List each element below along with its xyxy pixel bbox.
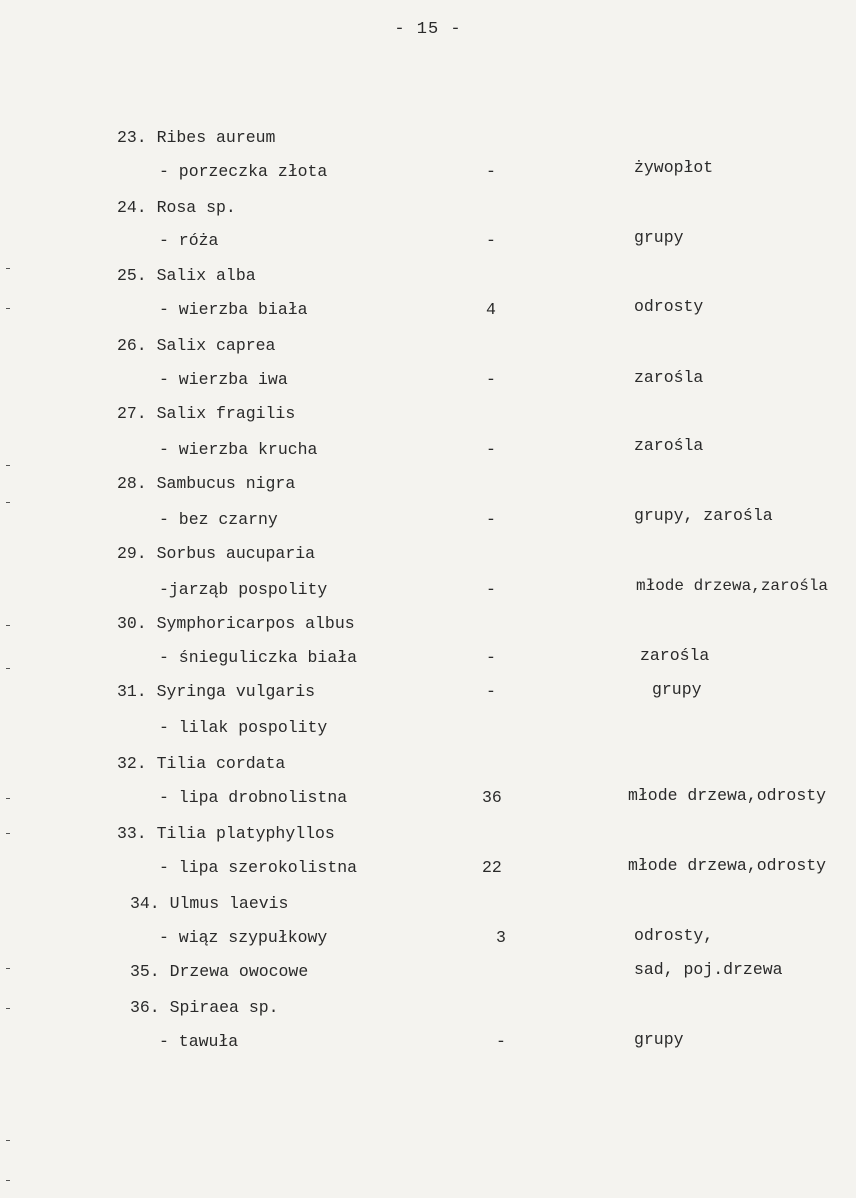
entry-33-note: młode drzewa,odrosty <box>628 856 827 875</box>
scan-mark <box>6 1180 10 1181</box>
entry-32-note: młode drzewa,odrosty <box>628 786 827 805</box>
entry-28-note: grupy, zarośla <box>634 506 773 525</box>
entry-23-count: - <box>486 162 496 181</box>
entry-32-polish: - lipa drobnolistna <box>159 788 348 807</box>
scan-mark <box>6 502 10 503</box>
entry-34-polish: - wiąz szypułkowy <box>159 928 328 947</box>
scan-mark <box>6 268 10 269</box>
entry-33-latin: 33. Tilia platyphyllos <box>117 824 335 843</box>
entry-36-latin: 36. Spiraea sp. <box>130 998 279 1017</box>
entry-29-polish: -jarząb pospolity <box>159 580 328 599</box>
entry-24-latin: 24. Rosa sp. <box>117 198 236 217</box>
entry-35-note: sad, poj.drzewa <box>634 960 783 979</box>
entry-24-polish: - róża <box>159 231 219 250</box>
entry-31-note: grupy <box>652 680 702 699</box>
entry-25-polish: - wierzba biała <box>159 300 308 319</box>
entry-30-count: - <box>486 648 496 667</box>
entry-28-polish: - bez czarny <box>159 510 278 529</box>
entry-34-note: odrosty, <box>634 926 714 945</box>
entry-25-count: 4 <box>486 300 496 319</box>
scan-mark <box>6 833 10 834</box>
entry-30-polish: - śnieguliczka biała <box>159 648 358 667</box>
entry-34-count: 3 <box>496 928 506 947</box>
scan-mark <box>6 1008 10 1009</box>
entry-25-latin: 25. Salix alba <box>117 266 256 285</box>
entry-34-latin: 34. Ulmus laevis <box>130 894 289 913</box>
entry-29-latin: 29. Sorbus aucuparia <box>117 544 316 563</box>
entry-31-count: - <box>486 682 496 701</box>
entry-24-count: - <box>486 231 496 250</box>
entry-27-note: zarośla <box>634 436 704 455</box>
entry-30-latin: 30. Symphoricarpos albus <box>117 614 355 633</box>
entry-30-note: zarośla <box>640 646 710 665</box>
entry-36-count: - <box>496 1032 506 1051</box>
entry-26-polish: - wierzba iwa <box>159 370 288 389</box>
entry-33-count: 22 <box>482 858 502 877</box>
entry-23-polish: - porzeczka złota <box>159 162 328 181</box>
entry-25-note: odrosty <box>634 297 704 316</box>
entry-23-note: żywopłot <box>634 158 714 177</box>
entry-31-latin: 31. Syringa vulgaris <box>117 682 316 701</box>
entry-35-latin: 35. Drzewa owocowe <box>130 962 309 981</box>
entry-32-latin: 32. Tilia cordata <box>117 754 286 773</box>
entry-36-polish: - tawuła <box>159 1032 239 1051</box>
scan-mark <box>6 798 10 799</box>
entry-24-note: grupy <box>634 228 684 247</box>
entry-29-count: - <box>486 580 496 599</box>
entry-33-polish: - lipa szerokolistna <box>159 858 358 877</box>
entry-27-count: - <box>486 440 496 459</box>
entry-32-count: 36 <box>482 788 502 807</box>
scan-mark <box>6 668 10 669</box>
entry-26-count: - <box>486 370 496 389</box>
entry-26-latin: 26. Salix caprea <box>117 336 276 355</box>
entry-28-count: - <box>486 510 496 529</box>
entry-28-latin: 28. Sambucus nigra <box>117 474 296 493</box>
scan-mark <box>6 1140 10 1141</box>
entry-31-polish: - lilak pospolity <box>159 718 328 737</box>
scan-mark <box>6 968 10 969</box>
entry-29-note: młode drzewa,zarośla <box>636 577 829 595</box>
entry-36-note: grupy <box>634 1030 684 1049</box>
scan-mark <box>6 465 10 466</box>
entry-27-polish: - wierzba krucha <box>159 440 318 459</box>
scan-mark <box>6 625 10 626</box>
entry-26-note: zarośla <box>634 368 704 387</box>
entry-23-latin: 23. Ribes aureum <box>117 128 276 147</box>
entry-27-latin: 27. Salix fragilis <box>117 404 296 423</box>
page-number: - 15 - <box>394 20 462 39</box>
scan-mark <box>6 308 10 309</box>
